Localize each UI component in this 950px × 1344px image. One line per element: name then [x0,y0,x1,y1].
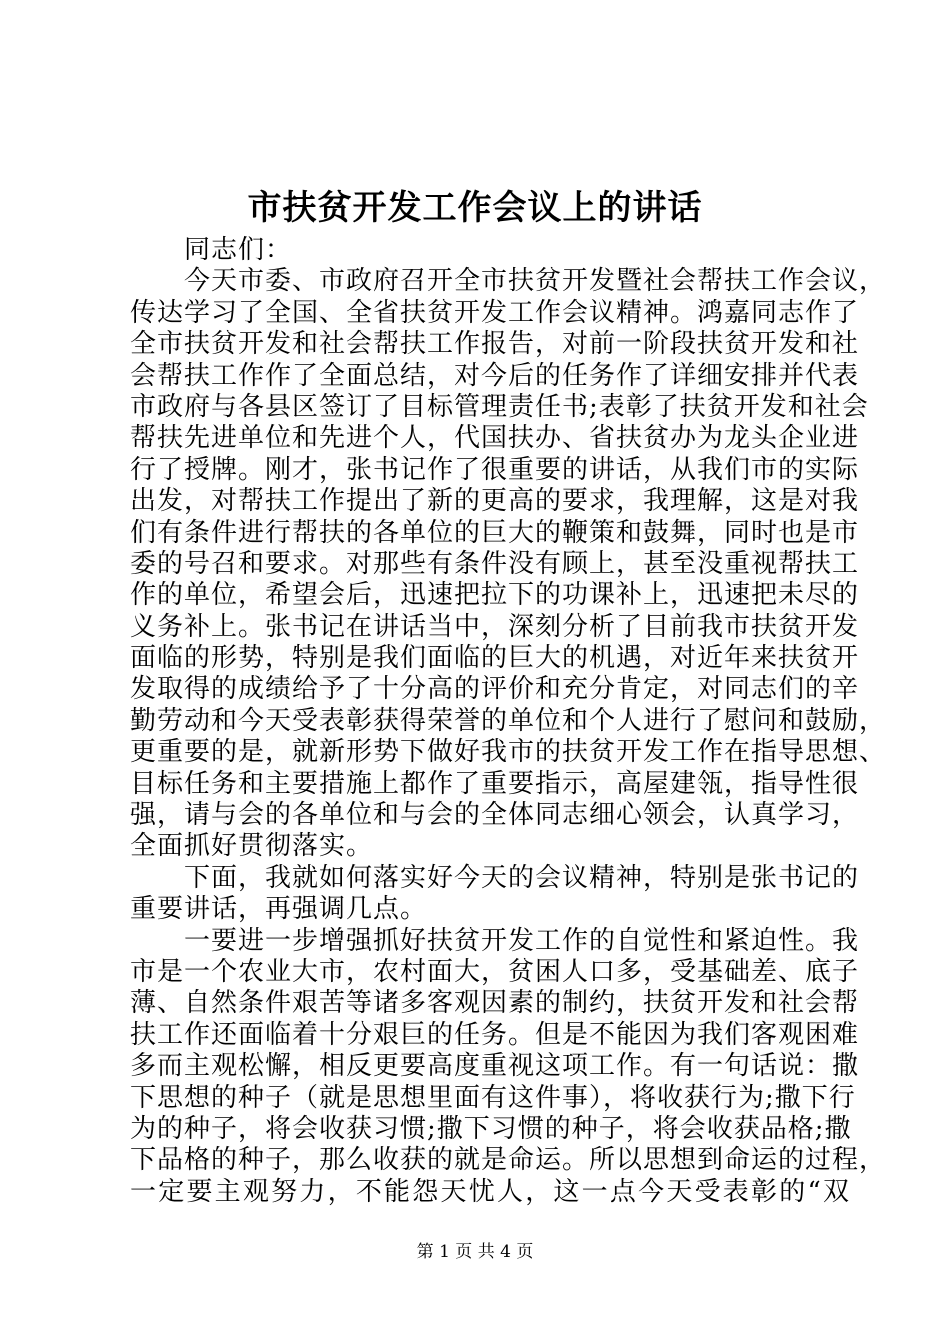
text-line: 重要讲话，再强调几点。 [130,894,428,925]
text-line: 扶工作还面临着十分艰巨的任务。但是不能因为我们客观困难 [130,1019,860,1050]
text-line: 们有条件进行帮扶的各单位的巨大的鞭策和鼓舞，同时也是市 [130,517,860,548]
text-line: 传达学习了全国、全省扶贫开发工作会议精神。鸿嘉同志作了 [130,297,860,328]
text-line: 面临的形势，特别是我们面临的巨大的机遇，对近年来扶贫开 [130,643,860,674]
text-line: 多而主观松懈，相反更要高度重视这项工作。有一句话说：撒 [130,1051,860,1082]
text-line: 为的种子，将会收获习惯;撒下习惯的种子，将会收获品格;撒 [130,1113,852,1144]
text-line: 下面，我就如何落实好今天的会议精神，特别是张书记的 [130,862,860,893]
text-line: 勤劳动和今天受表彰获得荣誉的单位和个人进行了慰问和鼓励， [130,705,887,736]
text-line: 作的单位，希望会后，迅速把拉下的功课补上，迅速把未尽的 [130,580,860,611]
text-line: 同志们： [130,235,293,265]
text-line: 目标任务和主要措施上都作了重要指示，高屋建瓴，指导性很 [130,768,860,799]
text-line: 下品格的种子，那么收获的就是命运。所以思想到命运的过程， [130,1145,887,1176]
text-line: 义务补上。张书记在讲话当中，深刻分析了目前我市扶贫开发 [130,611,860,642]
text-line: 更重要的是，就新形势下做好我市的扶贫开发工作在指导思想、 [130,737,887,768]
text-line: 市政府与各县区签订了目标管理责任书;表彰了扶贫开发和社会 [130,391,869,422]
text-line: 下思想的种子（就是思想里面有这件事），将收获行为;撒下行 [130,1082,856,1113]
text-line: 全市扶贫开发和社会帮扶工作报告，对前一阶段扶贫开发和社 [130,329,860,360]
text-line: 全面抓好贯彻落实。 [130,831,374,862]
text-line: 行了授牌。刚才，张书记作了很重要的讲话，从我们市的实际 [130,454,860,485]
text-line: 今天市委、市政府召开全市扶贫开发暨社会帮扶工作会议， [130,266,887,297]
text-line: 薄、自然条件艰苦等诸多客观因素的制约，扶贫开发和社会帮 [130,988,860,1019]
text-line: 委的号召和要求。对那些有条件没有顾上，甚至没重视帮扶工 [130,548,860,579]
text-line: 出发，对帮扶工作提出了新的更高的要求，我理解，这是对我 [130,486,860,517]
text-line: 会帮扶工作作了全面总结，对今后的任务作了详细安排并代表 [130,360,860,391]
document-body [130,235,887,1208]
page-number-footer: 第 1 页 共 4 页 [416,1242,534,1262]
text-line: 发取得的成绩给予了十分高的评价和充分肯定，对同志们的辛 [130,674,860,705]
text-line: 帮扶先进单位和先进个人，代国扶办、省扶贫办为龙头企业进 [130,423,860,454]
text-line: 一定要主观努力，不能怨天忧人，这一点今天受表彰的“双 [130,1176,850,1207]
text-line: 强，请与会的各单位和与会的全体同志细心领会，认真学习， [130,800,860,831]
text-line: 一要进一步增强抓好扶贫开发工作的自觉性和紧迫性。我 [130,925,860,956]
text-line: 市是一个农业大市，农村面大，贫困人口多，受基础差、底子 [130,956,860,987]
document-title: 市扶贫开发工作会议上的讲话 [247,188,703,228]
